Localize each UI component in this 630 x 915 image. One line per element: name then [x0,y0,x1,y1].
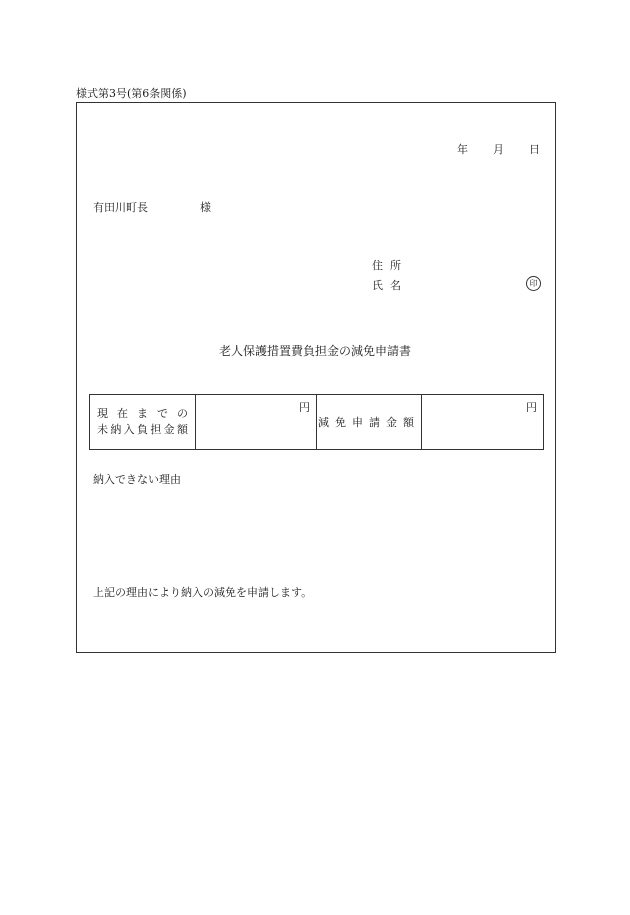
unpaid-yen-unit: 円 [299,401,310,414]
unpaid-label-line1: 現在までの [97,407,188,420]
application-statement: 上記の理由により納入の減免を申請します。 [93,586,313,599]
date-year-label: 年 [457,143,468,156]
unpaid-label-line2: 未納入負担金額 [97,423,188,436]
date-month-label: 月 [493,143,504,156]
seal-icon: 印 [526,276,541,291]
addressee: 有田川町長 [93,201,148,214]
document-title: 老人保護措置費負担金の減免申請書 [218,344,411,358]
address-label: 住所 [372,259,408,272]
reason-label: 納入できない理由 [93,473,181,486]
reduction-amount-field[interactable] [422,395,544,450]
form-frame [76,102,556,653]
unpaid-amount-field[interactable] [196,395,317,450]
unpaid-amount-label-cell [90,395,196,450]
form-number-label: 様式第3号(第6条関係) [76,87,187,100]
name-label: 氏名 [372,279,408,292]
honorific: 様 [200,201,211,214]
amount-table [89,394,544,450]
date-day-label: 日 [529,143,540,156]
reduction-yen-unit: 円 [526,401,537,414]
reduction-amount-label-cell: 減免申請金額 [317,395,422,450]
